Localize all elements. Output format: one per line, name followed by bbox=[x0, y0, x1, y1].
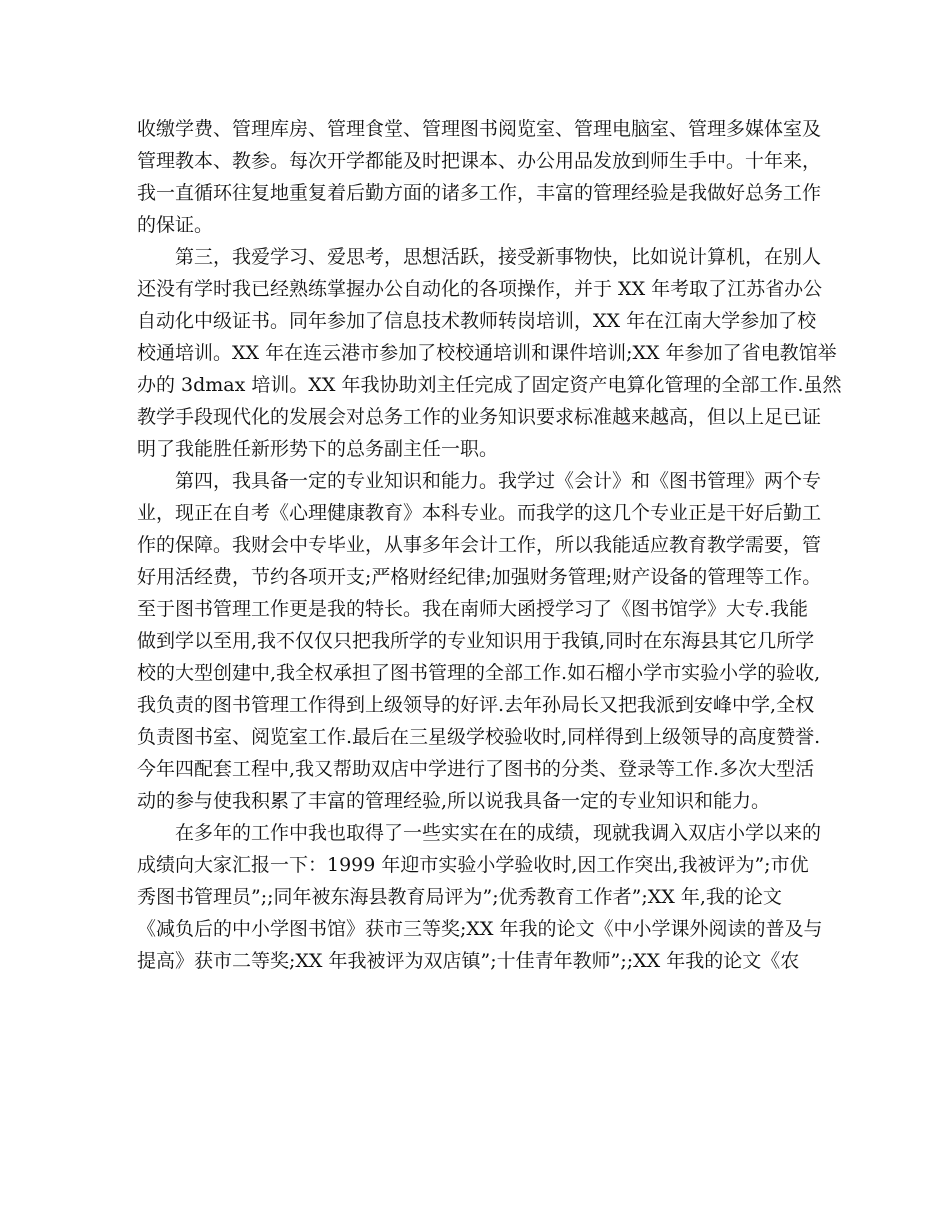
paragraph-para-fourth bbox=[137, 465, 827, 817]
text-line: 动的参与使我积累了丰富的管理经验,所以说我具备一定的专业知识和能力。 bbox=[137, 790, 771, 812]
text-line: 校通培训。XX 年在连云港市参加了校校通培训和课件培训;XX 年参加了省电教馆举 bbox=[137, 342, 837, 364]
text-line: 做到学以至用,我不仅仅只把我所学的专业知识用于我镇,同时在东海县其它几所学 bbox=[137, 630, 815, 652]
text-line: 收缴学费、管理库房、管理食堂、管理图书阅览室、管理电脑室、管理多媒体室及 bbox=[137, 118, 822, 140]
text-line: 还没有学时我已经熟练掌握办公自动化的各项操作，并于 XX 年考取了江苏省办公 bbox=[137, 278, 823, 300]
text-line: 明了我能胜任新形势下的总务副主任一职。 bbox=[137, 438, 499, 460]
text-line: 校的大型创建中,我全权承担了图书管理的全部工作.如石榴小学市实验小学的验收, bbox=[137, 662, 821, 684]
text-line: 第四，我具备一定的专业知识和能力。我学过《会计》和《图书管理》两个专 bbox=[175, 470, 822, 492]
text-line: 提高》获市二等奖;XX 年我被评为双店镇”;十佳青年教师”;;XX 年我的论文《农 bbox=[137, 950, 800, 972]
text-line: 至于图书管理工作更是我的特长。我在南师大函授学习了《图书馆学》大专.我能 bbox=[137, 598, 809, 620]
text-line: 第三，我爱学习、爱思考，思想活跃，接受新事物快，比如说计算机，在别人 bbox=[175, 246, 822, 268]
document-body bbox=[137, 113, 842, 977]
text-line: 《减负后的中小学图书馆》获市三等奖;XX 年我的论文《中小学课外阅读的普及与 bbox=[137, 918, 823, 940]
text-line: 教学手段现代化的发展会对总务工作的业务知识要求标准越来越高，但以上足已证 bbox=[137, 406, 822, 428]
text-line: 在多年的工作中我也取得了一些实实在在的成绩，现就我调入双店小学以来的 bbox=[175, 822, 822, 844]
text-line: 今年四配套工程中,我又帮助双店中学进行了图书的分类、登录等工作.多次大型活 bbox=[137, 758, 815, 780]
text-line: 的保证。 bbox=[137, 214, 214, 236]
text-line: 作的保障。我财会中专毕业，从事多年会计工作，所以我能适应教育教学需要，管 bbox=[137, 534, 822, 556]
paragraph-para-third bbox=[137, 241, 842, 465]
text-line: 成绩向大家汇报一下：1999 年迎市实验小学验收时,因工作突出,我被评为”;市优 bbox=[137, 854, 809, 876]
text-line: 我负责的图书管理工作得到上级领导的好评.去年孙局长又把我派到安峰中学,全权 bbox=[137, 694, 815, 716]
text-line: 我一直循环往复地重复着后勤方面的诸多工作，丰富的管理经验是我做好总务工作 bbox=[137, 182, 822, 204]
text-line: 管理教本、教参。每次开学都能及时把课本、办公用品发放到师生手中。十年来， bbox=[137, 150, 822, 172]
paragraph-para-1-continued bbox=[137, 113, 827, 241]
text-line: 负责图书室、阅览室工作.最后在三星级学校验收时,同样得到上级领导的高度赞誉. bbox=[137, 726, 821, 748]
text-line: 秀图书管理员”;;同年被东海县教育局评为”;优秀教育工作者”;XX 年,我的论文 bbox=[137, 886, 782, 908]
text-line: 办的 3dmax 培训。XX 年我协助刘主任完成了固定资产电算化管理的全部工作.虽然 bbox=[137, 374, 842, 396]
paragraph-para-achievements bbox=[137, 817, 827, 977]
text-line: 自动化中级证书。同年参加了信息技术教师转岗培训，XX 年在江南大学参加了校 bbox=[137, 310, 817, 332]
text-line: 好用活经费，节约各项开支;严格财经纪律;加强财务管理;财产设备的管理等工作。 bbox=[137, 566, 822, 588]
text-line: 业，现正在自考《心理健康教育》本科专业。而我学的这几个专业正是干好后勤工 bbox=[137, 502, 822, 524]
